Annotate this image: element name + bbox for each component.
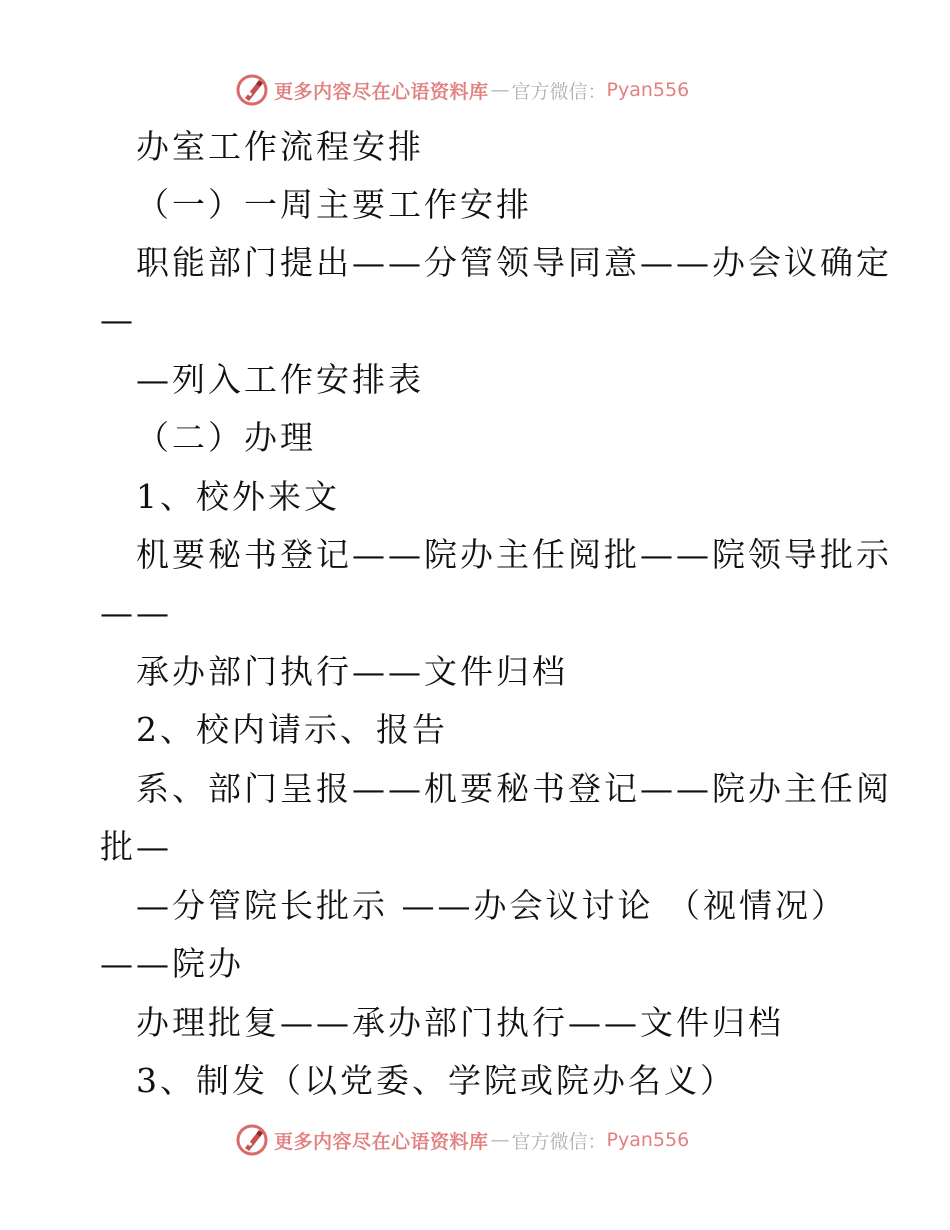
- subsection-heading: 3、制发（以党委、学院或院办名义）: [136, 1061, 736, 1100]
- paragraph-line: —: [100, 300, 136, 339]
- paragraph-line: 办理批复——承办部门执行——文件归档: [136, 1003, 784, 1042]
- paragraph-line: 系、部门呈报——机要秘书登记——院办主任阅: [136, 769, 892, 808]
- paragraph-line: 承办部门执行——文件归档: [136, 652, 568, 691]
- banner-title: 更多内容尽在心语资料库: [274, 1130, 489, 1153]
- subsection-heading: 1、校外来文: [136, 477, 340, 516]
- paragraph-line: ——院办: [100, 944, 244, 983]
- paragraph-line: ——: [100, 593, 172, 632]
- header-banner: [236, 72, 689, 108]
- paragraph-line: 机要秘书登记——院办主任阅批——院领导批示: [136, 535, 892, 574]
- paragraph-line: —分管院长批示 ——办会议讨论 （视情况）: [136, 886, 847, 925]
- pen-nib-logo-icon: [236, 74, 268, 106]
- pen-nib-logo-icon: [236, 1124, 268, 1156]
- banner-wechat-id: Pyan556: [606, 79, 690, 101]
- banner-separator: —: [490, 1129, 510, 1151]
- paragraph-line: 职能部门提出——分管领导同意——办会议确定: [136, 243, 892, 282]
- section-heading-2: （二）办理: [136, 418, 316, 457]
- banner-title: 更多内容尽在心语资料库: [274, 80, 489, 103]
- footer-banner: [236, 1122, 689, 1158]
- paragraph-line: —列入工作安排表: [136, 360, 424, 399]
- banner-separator: —: [490, 79, 510, 101]
- banner-official-label: 官方微信：: [511, 1130, 607, 1153]
- banner-official-label: 官方微信：: [511, 80, 607, 103]
- subsection-heading: 2、校内请示、报告: [136, 710, 448, 749]
- paragraph-line: 批—: [100, 827, 172, 866]
- doc-title: 办室工作流程安排: [136, 127, 424, 166]
- banner-wechat-id: Pyan556: [606, 1129, 690, 1151]
- section-heading-1: （一）一周主要工作安排: [136, 185, 532, 224]
